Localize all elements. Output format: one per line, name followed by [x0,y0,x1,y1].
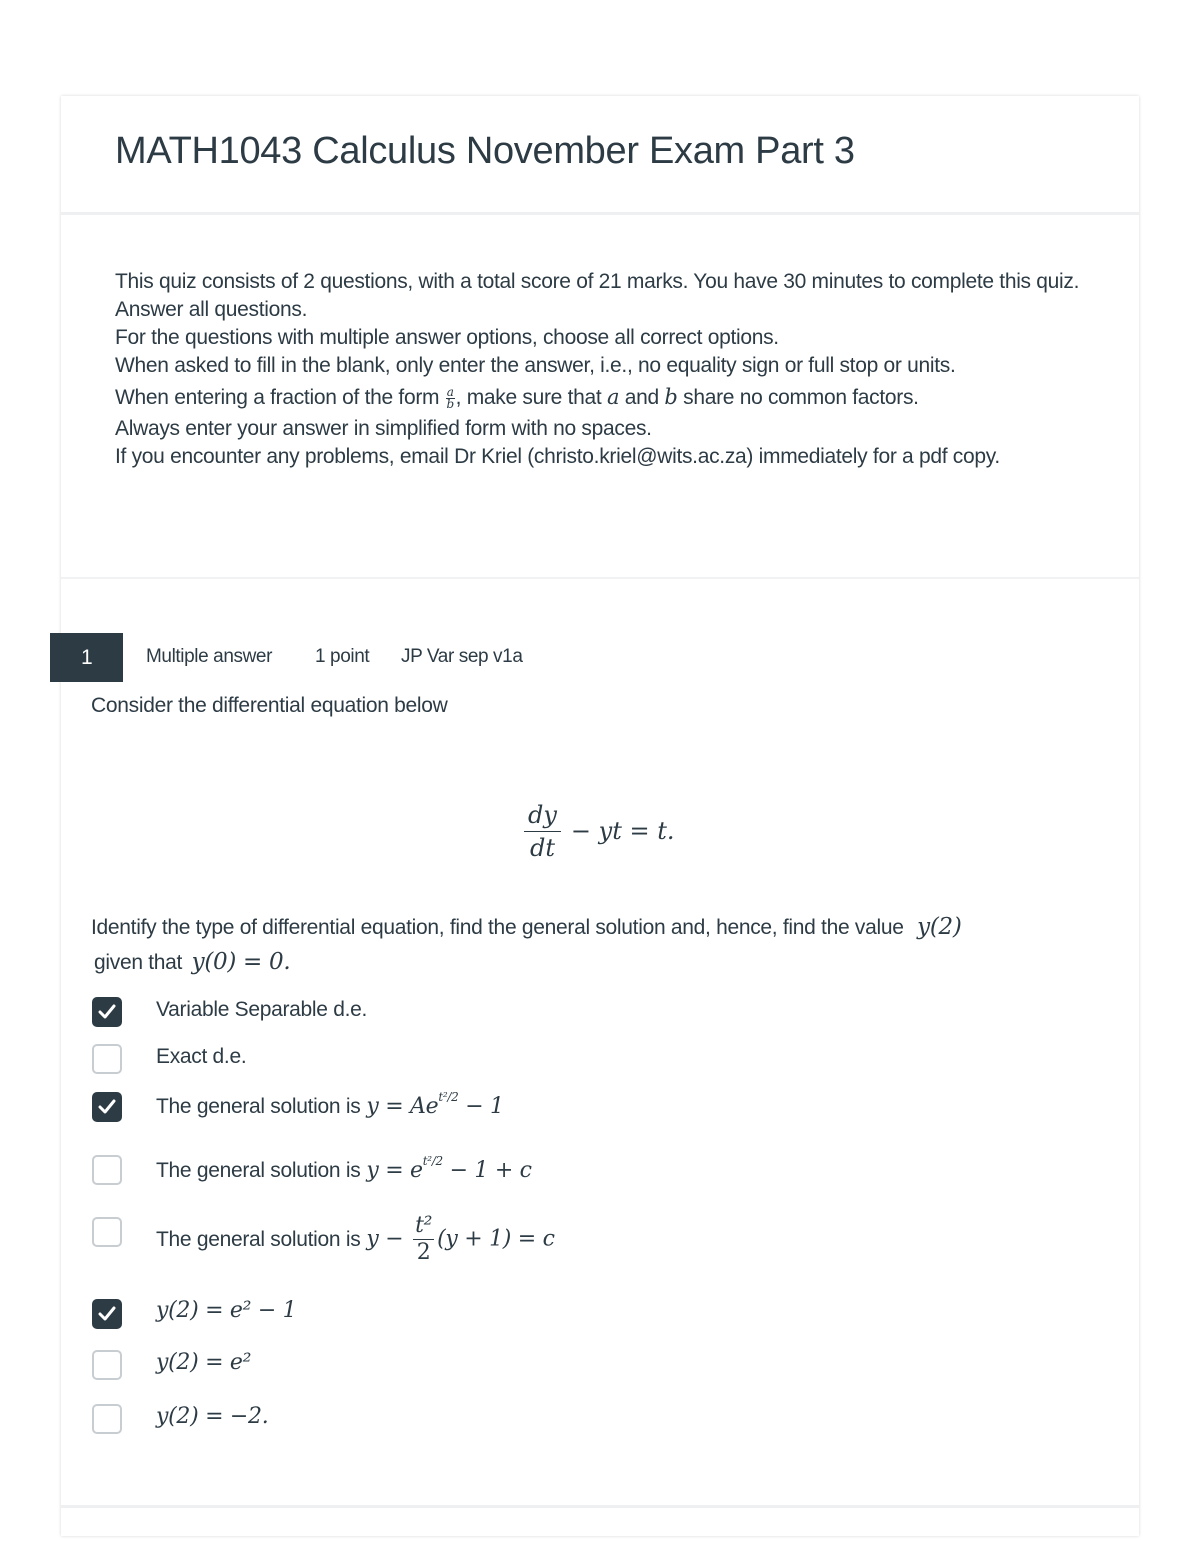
instruction-line: Always enter your answer in simplified form with no spaces. [115,417,652,440]
option-checkbox-general-solution-c[interactable] [92,1217,122,1247]
option-label[interactable]: Variable Separable d.e. [156,998,368,1021]
section-divider [61,1505,1139,1508]
fraction-a-over-b: $\frac{a}{b}$ [446,384,454,411]
checkmark-icon [98,1099,116,1115]
section-divider [61,577,1139,579]
option-general-solution-b[interactable]: The general solution is $y = e^{t^2/2} - 1 + c$ [156,1154,532,1183]
option-checkbox-y2-e2[interactable] [92,1350,122,1380]
question-type: Multiple answer [146,646,272,667]
instruction-line: For the questions with multiple answer options, choose all correct options. [115,326,779,349]
option-label[interactable]: Exact d.e. [156,1045,247,1068]
question-intro: Consider the differential equation below [91,694,448,717]
option-y2-e2[interactable]: y(2) = e² [156,1350,252,1375]
option-checkbox-exact[interactable] [92,1044,122,1074]
checkmark-icon [98,1004,116,1020]
question-prompt-line2: given that y(0) = 0. [94,949,291,975]
instruction-line: This quiz consists of 2 questions, with a total score of 21 marks. You have 30 minutes to complete this quiz. [115,270,1080,293]
option-checkbox-variable-separable[interactable] [92,997,122,1027]
option-checkbox-general-solution-a[interactable] [92,1092,122,1122]
t-squared-over-2-fraction: $\frac{\text{t²}}{2}$ [415,1213,433,1265]
quiz-instructions [115,268,1095,471]
checkmark-icon [98,1306,116,1322]
option-y2-minus-2[interactable]: y(2) = −2. [156,1404,269,1429]
option-y2-e2-minus-1[interactable]: y(2) = e² − 1 [156,1298,297,1323]
dy-dt-fraction: dy dt [524,801,561,862]
question-points: 1 point [315,646,370,667]
option-math: $y = e^{t^2/2} - 1 + c$ [366,1154,532,1183]
question-prompt-line1: Identify the type of differential equation, find the general solution and, hence, find the value y(2) [91,914,962,940]
quiz-title: MATH1043 Calculus November Exam Part 3 [115,130,855,172]
instruction-line: When asked to fill in the blank, only enter the answer, i.e., no equality sign or full stop or units. [115,354,956,377]
option-math: $y = Ae^{t^2/2} - 1$ [366,1090,504,1119]
differential-equation: dy dt − yt = t. [524,794,675,868]
option-math: y − $\frac{\text{t²}}{2}$ (y + 1) = c [366,1213,555,1265]
instruction-line: If you encounter any problems, email Dr Kriel (christo.kriel@wits.ac.za) immediately for a pdf copy. [115,445,1000,468]
option-checkbox-general-solution-b[interactable] [92,1155,122,1185]
question-number-badge: 1 [50,633,123,682]
question-tag: JP Var sep v1a [401,646,523,667]
instruction-line-fraction: When entering a fraction of the form $\frac{a}{b}$ , make sure that a and b share no common factors. [115,384,919,411]
option-general-solution-a[interactable]: The general solution is $y = Ae^{t^2/2} - 1$ [156,1090,504,1119]
option-general-solution-c[interactable]: The general solution is y − $\frac{\text{t²}}{2}$ (y + 1) = c [156,1213,555,1265]
quiz-header [61,96,1139,215]
instruction-line: Answer all questions. [115,298,308,321]
option-checkbox-y2-minus-2[interactable] [92,1404,122,1434]
option-checkbox-y2-e2-minus-1[interactable] [92,1299,122,1329]
